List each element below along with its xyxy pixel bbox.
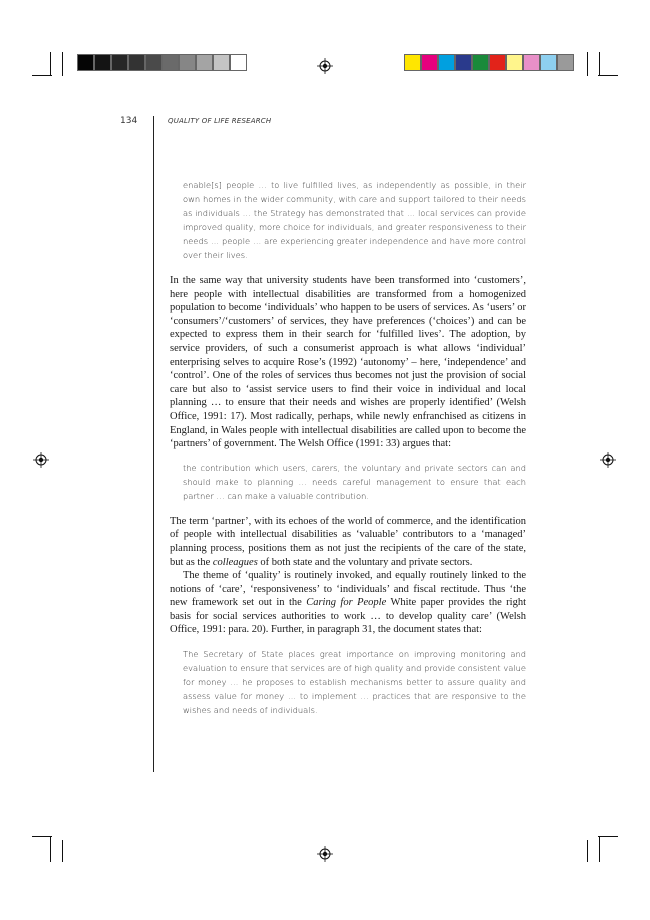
paragraph [170, 515, 526, 569]
margin-rule [153, 116, 154, 772]
paragraph-text: White paper provides the right basis for social services authorities to work … to develop quality care’ (Welsh Office, 1991: para. 20). Further, in paragraph 31, the document states that: [170, 597, 526, 636]
color-swatch [489, 54, 506, 71]
color-swatch [557, 54, 574, 71]
color-swatch-strip [404, 54, 574, 71]
color-swatch [128, 54, 145, 71]
paragraph-text: of both state and the voluntary and private sectors. [257, 556, 473, 568]
color-swatch [145, 54, 162, 71]
color-swatch [421, 54, 438, 71]
color-swatch [162, 54, 179, 71]
color-swatch [179, 54, 196, 71]
paragraph: In the same way that university students have been transformed into ‘customers’, here people with intellectual disabilities are transformed from a homogenized population to become ‘individuals’ who happen to be users of services. As ‘users’ or ‘consumers’/‘customers’ of services, they have preferences (‘choices’) and can be expected to express them in their search for ‘fulfilled lives’. The adoption, by service providers, of such a consumerist approach is what allows ‘individual’ enterprising selves to acquire Rose’s (1992) ‘autonomy’ – here, ‘independence’ and ‘control’. One of the roles of services thus becomes not just the provision of social care but also to ‘assist service users to find their voice in individual and local planning … to ensure that their needs and wishes are properly identified’ (Welsh Office, 1991: 17). Most radically, perhaps, while newly enfranchised as citizens in England, in Wales people with intellectual disabilities are called upon to become the ‘partners’ of government. The Welsh Office (1991: 33) argues that: [170, 275, 526, 450]
color-swatch [523, 54, 540, 71]
registration-mark-icon [600, 452, 616, 468]
registration-mark-icon [33, 452, 49, 468]
block-quote: The Secretary of State places great importance on improving monitoring and evaluation to ensure that services are of high quality and provide consistent value for money … he proposes to establish mechanisms better to assure quality and assess value for money … to implement … practices that are responsive to the wishes and needs of individuals. [183, 649, 526, 716]
page-number: 134 [120, 116, 138, 126]
color-swatch [111, 54, 128, 71]
color-swatch [213, 54, 230, 71]
block-quote: enable[s] people … to live fulfilled lives, as independently as possible, in their own homes in the wider community, with care and support tailored to their needs as individuals … the Strategy has demonstrated that … local services can provide improved quality, more choice for individuals, and greater responsiveness to their needs … people … are experiencing greater independence and have more control over their lives. [183, 180, 526, 260]
paragraph [170, 569, 526, 637]
color-swatch [196, 54, 213, 71]
color-swatch [455, 54, 472, 71]
block-quote: the contribution which users, carers, the voluntary and private sectors can and should make to planning … needs careful management to ensure that each partner … can make a valuable contribution. [183, 462, 526, 501]
color-swatch [94, 54, 111, 71]
emphasis: colleagues [212, 556, 258, 568]
paragraph-text: The theme of ‘quality’ is routinely invoked, and equally routinely linked to the notions of ‘care’, ‘responsiveness’ to ‘individuals’ and fiscal rectitude. Thus ‘the new framework set out in the [170, 570, 526, 609]
color-swatch [77, 54, 94, 71]
registration-mark-icon [317, 58, 333, 74]
color-swatch [540, 54, 557, 71]
color-swatch [472, 54, 489, 71]
color-swatch [438, 54, 455, 71]
gray-swatch-strip [77, 54, 247, 71]
color-swatch [230, 54, 247, 71]
color-swatch [506, 54, 523, 71]
paragraph-text: The term ‘partner’, with its echoes of the world of commerce, and the identification of people with intellectual disabilities as ‘valuable’ contributors to a ‘managed’ planning process, positions them as not just the recipients of the care of the state, but as the [170, 515, 526, 568]
color-swatch [404, 54, 421, 71]
registration-mark-icon [317, 846, 333, 862]
page-body [170, 178, 526, 717]
book-title: Caring for People [306, 597, 387, 609]
running-title: QUALITY OF LIFE RESEARCH [168, 117, 272, 125]
